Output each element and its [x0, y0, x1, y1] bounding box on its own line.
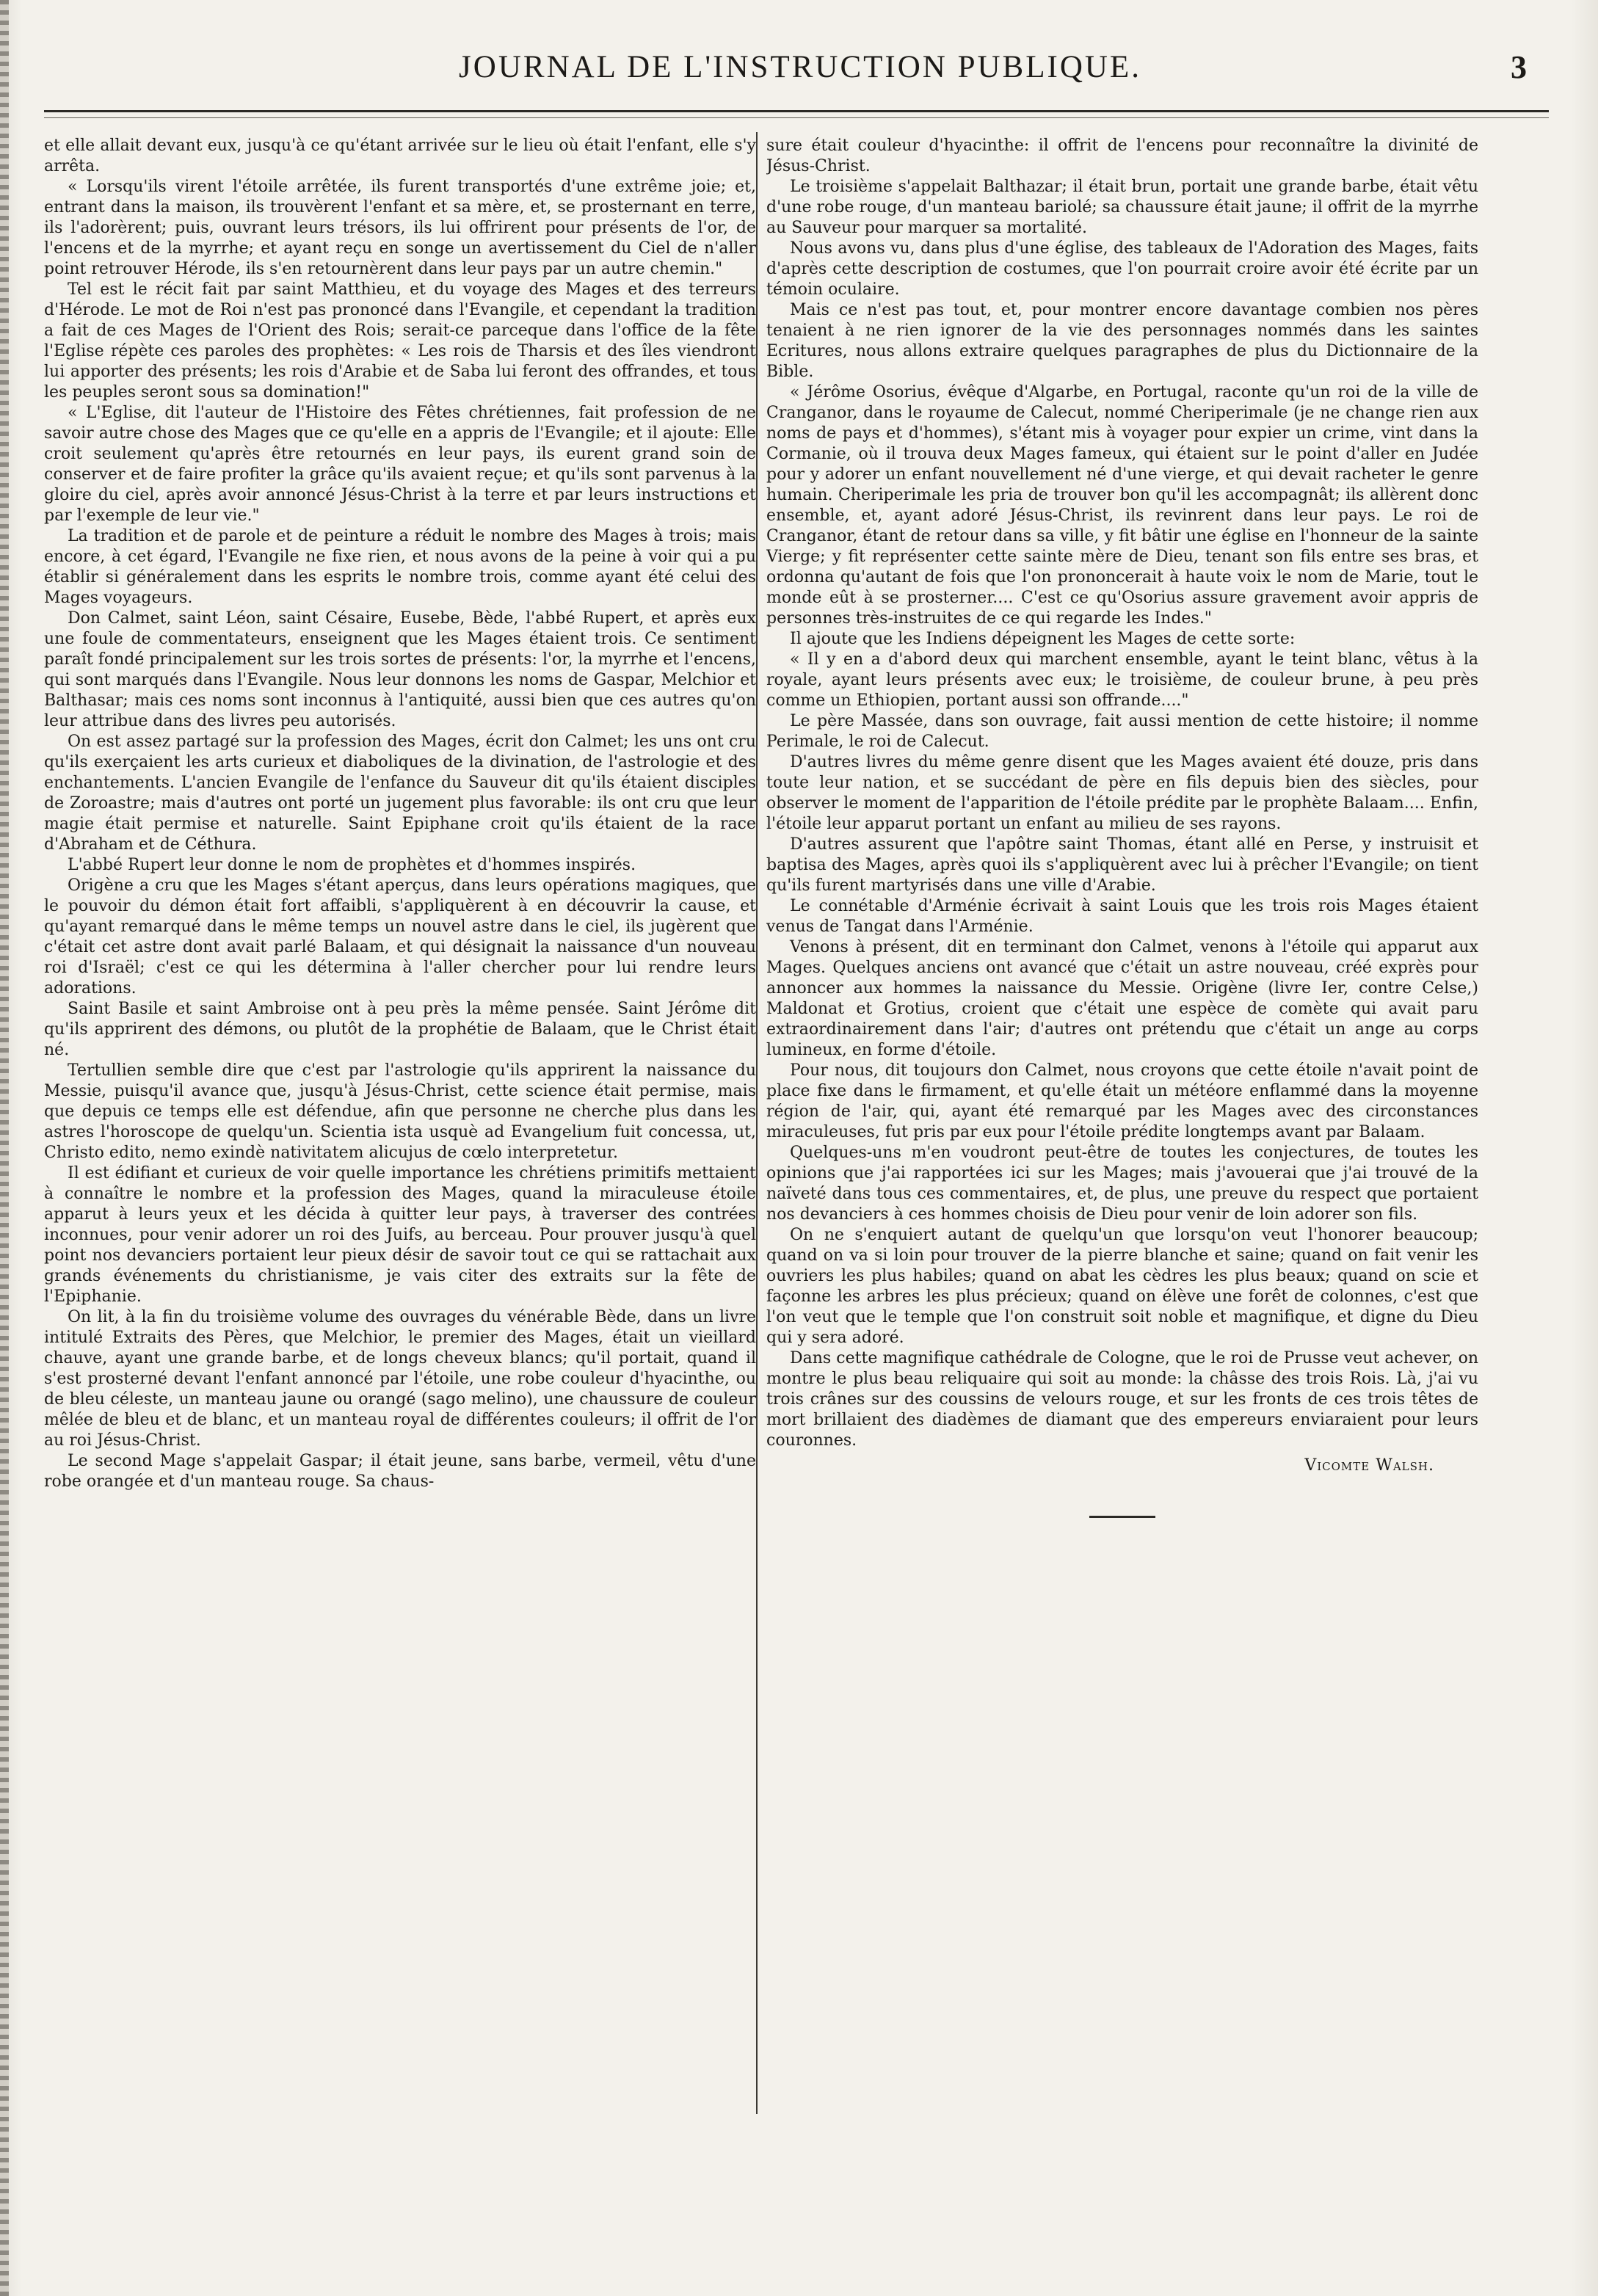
closing-rule [1089, 1516, 1155, 1518]
paragraph: Venons à présent, dit en terminant don Calmet, venons à l'étoile qui apparut aux Mages. Quelques anciens ont avancé que c'était un astre nouveau, créé exprès pour annoncer aux hommes la naissance du Messie. Origène (livre Ier, contre Celse,) Maldonat et Grotius, croient que c'était une espèce de comète qui avait paru extraordinairement dans l'air; d'autres ont prétendu que c'était un ange au corps lumineux, en forme d'étoile. [766, 938, 1478, 1059]
paragraph: Saint Basile et saint Ambroise ont à peu près la même pensée. Saint Jérôme dit qu'ils apprirent des démons, ou plutôt de la prophétie de Balaam, que le Christ était né. [44, 1000, 756, 1059]
paragraph: Le second Mage s'appelait Gaspar; il était jeune, sans barbe, vermeil, vêtu d'une robe orangée et d'un manteau rouge. Sa chaus- [44, 1452, 756, 1491]
paragraph: On est assez partagé sur la profession des Mages, écrit don Calmet; les uns ont cru qu'ils exerçaient les arts curieux et diaboliques de la divination, de l'astrologie et des enchantements. L'ancien Evangile de l'enfance du Sauveur dit qu'ils étaient disciples de Zoroastre; mais d'autres ont porté un jugement plus favorable: ils ont cru que leur magie était permise et naturelle. Saint Epiphane croit qu'ils étaient de la race d'Abraham et de Céthura. [44, 733, 756, 854]
author-signature: Vicomte Walsh. [1304, 1456, 1434, 1475]
paragraph: Origène a cru que les Mages s'étant aperçus, dans leurs opérations magiques, que le pouvoir du démon était fort affaibli, s'appliquèrent à en découvrir la cause, et qu'ayant remarqué dans le même temps un nouvel astre dans le ciel, ils jugèrent que c'était cet astre dont avait parlé Balaam, et qui désignait la naissance d'un nouveau roi d'Israël; c'est ce qui les détermina à l'aller chercher pour lui rendre leurs adorations. [44, 876, 756, 998]
paragraph: Mais ce n'est pas tout, et, pour montrer encore davantage combien nos pères tenaient à ne rien ignorer de la vie des personnages nommés dans les saintes Ecritures, nous allons extraire quelques paragraphes de plus du Dictionnaire de la Bible. [766, 301, 1478, 381]
left-column [44, 136, 756, 2250]
journal-title: JOURNAL DE L'INSTRUCTION PUBLIQUE. [459, 50, 1141, 84]
paragraph: Le troisième s'appelait Balthazar; il était brun, portait une grande barbe, était vêtu d'une robe rouge, d'un manteau bariolé; sa chaussure était jaune; il offrit de la myrrhe au Sauveur pour marquer sa mortalité. [766, 178, 1478, 237]
paragraph: D'autres assurent que l'apôtre saint Thomas, étant allé en Perse, y instruisit et baptisa des Mages, après quoi ils s'appliquèrent avec lui à prêcher l'Evangile; on tient qu'ils furent martyrisés dans une ville d'Arabie. [766, 835, 1478, 895]
binding-edge [0, 0, 9, 2296]
paragraph: On lit, à la fin du troisième volume des ouvrages du vénérable Bède, dans un livre intitulé Extraits des Pères, que Melchior, le premier des Mages, était un vieillard chauve, ayant une grande barbe, et de longs cheveux blancs; qu'il portait, quand il s'est prosterné devant l'enfant annoncé par l'étoile, une robe couleur d'hyacinthe, ou de bleu céleste, un manteau jaune ou orangé (sago melino), une chaussure de couleur mêlée de bleu et de blanc, et un manteau royal de différentes couleurs; il offrit de l'or au roi Jésus-Christ. [44, 1308, 756, 1450]
running-head [44, 46, 1556, 90]
paragraph: sure était couleur d'hyacinthe: il offrit de l'encens pour reconnaître la divinité de Jésus-Christ. [766, 137, 1478, 175]
right-column [766, 136, 1478, 2250]
header-rule-thin [44, 117, 1549, 118]
paragraph: Don Calmet, saint Léon, saint Césaire, Eusebe, Bède, l'abbé Rupert, et après eux une foule de commentateurs, enseignent que les Mages étaient trois. Ce sentiment paraît fondé principalement sur les trois sortes de présents: l'or, la myrrhe et l'encens, qui sont marqués dans l'Evangile. Nous leur donnons les noms de Gaspar, Melchior et Balthasar; mais ces noms sont inconnus à l'antiquité, aussi bien que ces autres qu'on leur attribue dans des livres peu autorisés. [44, 609, 756, 730]
paragraph: Nous avons vu, dans plus d'une église, des tableaux de l'Adoration des Mages, faits d'après cette description de costumes, que l'on pourrait croire avoir été écrite par un témoin oculaire. [766, 239, 1478, 299]
paragraph: La tradition et de parole et de peinture a réduit le nombre des Mages à trois; mais encore, à cet égard, l'Evangile ne fixe rien, et nous avons de la peine à voir qui a pu établir si généralement dans les esprits le nombre trois, comme ayant été celui des Mages voyageurs. [44, 527, 756, 607]
paragraph: Le père Massée, dans son ouvrage, fait aussi mention de cette histoire; il nomme Perimale, le roi de Calecut. [766, 712, 1478, 751]
paragraph: « Jérôme Osorius, évêque d'Algarbe, en Portugal, raconte qu'un roi de la ville de Cranganor, dans le royaume de Calecut, nommé Cheriperimale (je ne change rien aux noms de pays et d'hommes), s'étant mis à voyager pour expier un crime, vint dans la Cormanie, où il trouva deux Mages fameux, qui étaient sur le point d'aller en Judée pour y adorer un enfant nouvellement né d'une vierge, et qui devait racheter le genre humain. Cheriperimale les pria de trouver bon qu'il les accompagnât; ils allèrent donc ensemble, et, ayant adoré Jésus-Christ, ils revinrent dans leur pays. Le roi de Cranganor, étant de retour dans sa ville, y fit bâtir une église en l'honneur de la sainte Vierge; y fit représenter cette sainte mère de Dieu, tenant son fils entre ses bras, et ordonna qu'autant de fois que l'on prononcerait à haute voix le nom de Marie, tout le monde eût à se prosterner.... C'est ce qu'Osorius assure gravement avoir appris de personnes très-instruites de ce qui regarde les Indes." [766, 383, 1478, 628]
paragraph: L'abbé Rupert leur donne le nom de prophètes et d'hommes inspirés. [68, 856, 636, 874]
paragraph: Le connétable d'Arménie écrivait à saint Louis que les trois rois Mages étaient venus de Tangat dans l'Arménie. [766, 897, 1478, 936]
header-rule [44, 110, 1549, 112]
paragraph: Dans cette magnifique cathédrale de Cologne, que le roi de Prusse veut achever, on montre le plus beau reliquaire qui soit au monde: la châsse des trois Rois. Là, j'ai vu trois crânes sur des coussins de velours rouge, et sur les fronts de ces trois têtes de mort brillaient des diadèmes de diamant que des empereurs enviaraient pour leurs couronnes. [766, 1349, 1478, 1450]
paragraph: Tel est le récit fait par saint Matthieu, et du voyage des Mages et des terreurs d'Hérode. Le mot de Roi n'est pas prononcé dans l'Evangile, et cependant la tradition a fait de ces Mages de l'Orient des Rois; serait-ce parceque dans l'office de la fête l'Eglise répète ces paroles des prophètes: « Les rois de Tharsis et des îles viendront lui apporter des présents; les rois d'Arabie et de Saba lui feront des offrandes, et tous les peuples seront sous sa domination!" [44, 280, 756, 402]
paragraph: « Lorsqu'ils virent l'étoile arrêtée, ils furent transportés d'une extrême joie; et, entrant dans la maison, ils trouvèrent l'enfant et sa mère, et, se prosternant en terre, ils l'adorèrent; puis, ouvrant leurs trésors, ils lui offrirent pour présents de l'or, de l'encens et de la myrrhe; et ayant reçu en songe un avertissement du Ciel de n'aller point retrouver Hérode, ils s'en retournèrent dans leur pays par un autre chemin." [44, 178, 756, 278]
paragraph: Il est édifiant et curieux de voir quelle importance les chrétiens primitifs mettaient à connaître le nombre et la profession des Mages, quand la miraculeuse étoile apparut à leurs yeux et les décida à quitter leur pays, à traverser des contrées inconnues, pour venir adorer un roi des Juifs, au berceau. Pour prouver jusqu'à quel point nos devanciers portaient leur pieux désir de savoir tout ce qui se rattachait aux grands événements du christianisme, je vais citer des extraits sur la fête de l'Epiphanie. [44, 1164, 756, 1306]
paragraph: et elle allait devant eux, jusqu'à ce qu'étant arrivée sur le lieu où était l'enfant, elle s'y arrêta. [44, 137, 756, 175]
paragraph: Il ajoute que les Indiens dépeignent les Mages de cette sorte: [790, 630, 1296, 648]
paragraph: « Il y en a d'abord deux qui marchent ensemble, ayant le teint blanc, vêtus à la royale, ayant leurs présents avec eux; le troisième, de couleur brune, à peu près comme un Ethiopien, portant aussi son offrande...." [766, 650, 1478, 710]
paragraph: On ne s'enquiert autant de quelqu'un que lorsqu'on veut l'honorer beaucoup; quand on va si loin pour trouver de la pierre blanche et saine; quand on fait venir les ouvriers les plus habiles; quand on abat les cèdres les plus beaux; quand on scie et façonne les arbres les plus précieux; quand on élève une forêt de colonnes, c'est que l'on veut que le temple que l'on construit soit noble et magnifique, et digne du Dieu qui y sera adoré. [766, 1226, 1478, 1347]
column-divider [756, 132, 758, 2114]
paragraph: Tertullien semble dire que c'est par l'astrologie qu'ils apprirent la naissance du Messie, puisqu'il avance que, jusqu'à Jésus-Christ, cette science était permise, mais que depuis ce temps elle est défendue, afin que personne ne cherche plus dans les astres l'horoscope de quelqu'un. Scientia ista usquè ad Evangelium fuit concessa, ut, Christo edito, nemo exindè nativitatem alicujus de cœlo interpretetur. [44, 1061, 756, 1162]
paragraph: Pour nous, dit toujours don Calmet, nous croyons que cette étoile n'avait point de place fixe dans le firmament, et qu'elle était un météore enflammé dans la moyenne région de l'air, qui, ayant été remarqué par les Mages avec des circonstances miraculeuses, fut pris par eux pour l'étoile prédite longtemps avant par Balaam. [766, 1061, 1478, 1141]
paragraph: « L'Eglise, dit l'auteur de l'Histoire des Fêtes chrétiennes, fait profession de ne savoir autre chose des Mages que ce qu'elle en a appris de l'Evangile; et il ajoute: Elle croit seulement qu'après être retournés en leur pays, ils eurent grand soin de conserver et de faire profiter la grâce qu'ils avaient reçue; et qu'ils sont parvenus à la gloire du ciel, après avoir annoncé Jésus-Christ à la terre et par leurs instructions et par l'exemple de leur vie." [44, 404, 756, 525]
page-number: 3 [1511, 49, 1527, 85]
paragraph: D'autres livres du même genre disent que les Mages avaient été douze, pris dans toute leur nation, et se succédant de père en fils depuis bien des siècles, pour observer le moment de l'apparition de l'étoile prédite par le prophète Balaam.... Enfin, l'étoile leur apparut portant un enfant au milieu de ses rayons. [766, 753, 1478, 833]
paragraph: Quelques-uns m'en voudront peut-être de toutes les conjectures, de toutes les opinions que j'ai rapportées ici sur les Mages; mais j'avouerai que j'ai trouvé de la naïveté dans tous ces commentaires, et, de plus, une preuve du respect que portaient nos devanciers à ces hommes choisis de Dieu pour venir de loin adorer son fils. [766, 1144, 1478, 1224]
